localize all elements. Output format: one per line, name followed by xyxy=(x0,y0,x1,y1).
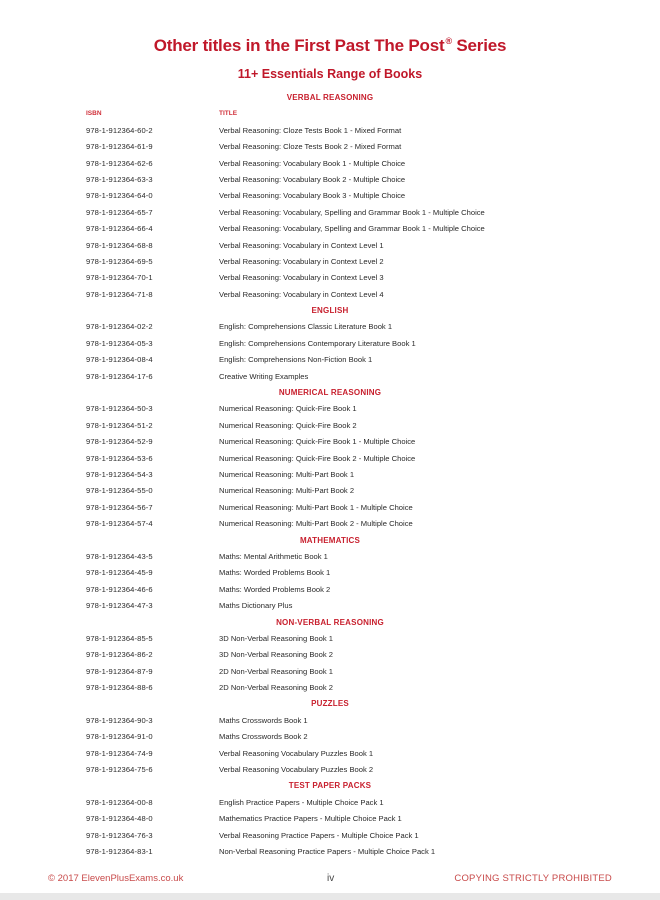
book-row xyxy=(0,205,660,221)
book-isbn: 978-1-912364-55-0 xyxy=(86,486,153,496)
book-title: Verbal Reasoning: Vocabulary in Context Level 3 xyxy=(219,273,384,283)
bottom-edge xyxy=(0,893,660,900)
book-isbn: 978-1-912364-08-4 xyxy=(86,355,153,365)
book-isbn: 978-1-912364-45-9 xyxy=(86,568,153,578)
book-row xyxy=(0,139,660,155)
book-title: English Practice Papers - Multiple Choice Pack 1 xyxy=(219,797,384,807)
page-title xyxy=(0,36,660,56)
book-row xyxy=(0,565,660,581)
book-row xyxy=(0,828,660,844)
book-row xyxy=(0,664,660,680)
book-title: Verbal Reasoning: Cloze Tests Book 1 - Mixed Format xyxy=(219,125,402,135)
book-row xyxy=(0,418,660,434)
book-row xyxy=(0,270,660,286)
title-suffix: Series xyxy=(451,36,507,55)
book-title: Verbal Reasoning: Vocabulary in Context Level 2 xyxy=(219,256,384,266)
section-heading: NON-VERBAL REASONING xyxy=(276,617,384,627)
page-footer xyxy=(0,873,660,893)
book-row xyxy=(0,336,660,352)
book-title: Maths Crosswords Book 2 xyxy=(219,732,308,742)
page-subtitle: 11+ Essentials Range of Books xyxy=(237,67,423,81)
book-row xyxy=(0,352,660,368)
book-row xyxy=(0,500,660,516)
title-column-header: TITLE xyxy=(219,110,238,118)
book-isbn: 978-1-912364-90-3 xyxy=(86,715,153,725)
book-isbn: 978-1-912364-88-6 xyxy=(86,683,153,693)
book-isbn: 978-1-912364-66-4 xyxy=(86,224,153,234)
book-title: Verbal Reasoning: Vocabulary in Context Level 1 xyxy=(219,240,384,250)
book-isbn: 978-1-912364-69-5 xyxy=(86,256,153,266)
book-title: Verbal Reasoning: Cloze Tests Book 2 - Mixed Format xyxy=(219,142,402,152)
book-isbn: 978-1-912364-71-8 xyxy=(86,289,153,299)
book-title: Mathematics Practice Papers - Multiple Choice Pack 1 xyxy=(219,814,402,824)
book-title: Numerical Reasoning: Multi-Part Book 2 - Multiple Choice xyxy=(219,519,413,529)
book-isbn: 978-1-912364-61-9 xyxy=(86,142,153,152)
book-isbn: 978-1-912364-05-3 xyxy=(86,338,153,348)
book-isbn: 978-1-912364-56-7 xyxy=(86,502,153,512)
book-row xyxy=(0,188,660,204)
book-isbn: 978-1-912364-54-3 xyxy=(86,469,153,479)
book-title: English: Comprehensions Non-Fiction Book 1 xyxy=(219,355,373,365)
book-title: Maths: Mental Arithmetic Book 1 xyxy=(219,551,328,561)
book-isbn: 978-1-912364-87-9 xyxy=(86,666,153,676)
book-row xyxy=(0,647,660,663)
book-isbn: 978-1-912364-52-9 xyxy=(86,437,153,447)
book-row xyxy=(0,762,660,778)
book-row xyxy=(0,156,660,172)
book-title: Verbal Reasoning Vocabulary Puzzles Book 2 xyxy=(219,765,374,775)
book-isbn: 978-1-912364-86-2 xyxy=(86,650,153,660)
book-row xyxy=(0,582,660,598)
book-title: 2D Non-Verbal Reasoning Book 1 xyxy=(219,666,333,676)
book-title: Verbal Reasoning Vocabulary Puzzles Book 1 xyxy=(219,748,374,758)
book-title: 3D Non-Verbal Reasoning Book 1 xyxy=(219,633,333,643)
book-title: Numerical Reasoning: Quick-Fire Book 1 xyxy=(219,404,357,414)
book-isbn: 978-1-912364-47-3 xyxy=(86,601,153,611)
book-isbn: 978-1-912364-63-3 xyxy=(86,174,153,184)
book-row xyxy=(0,598,660,614)
book-isbn: 978-1-912364-53-6 xyxy=(86,453,153,463)
section-heading: NUMERICAL REASONING xyxy=(278,388,382,398)
book-isbn: 978-1-912364-17-6 xyxy=(86,371,153,381)
book-title: Numerical Reasoning: Quick-Fire Book 1 - Multiple Choice xyxy=(219,437,416,447)
book-row xyxy=(0,319,660,335)
book-list xyxy=(0,90,660,860)
book-isbn: 978-1-912364-51-2 xyxy=(86,420,153,430)
column-headers xyxy=(0,106,660,122)
book-isbn: 978-1-912364-00-8 xyxy=(86,797,153,807)
book-title: Numerical Reasoning: Multi-Part Book 1 xyxy=(219,469,355,479)
book-isbn: 978-1-912364-48-0 xyxy=(86,814,153,824)
book-isbn: 978-1-912364-75-6 xyxy=(86,765,153,775)
section-heading: ENGLISH xyxy=(311,306,349,316)
book-title: Verbal Reasoning: Vocabulary Book 2 - Multiple Choice xyxy=(219,174,406,184)
book-isbn: 978-1-912364-60-2 xyxy=(86,125,153,135)
book-title: Verbal Reasoning: Vocabulary Book 1 - Multiple Choice xyxy=(219,158,406,168)
book-isbn: 978-1-912364-91-0 xyxy=(86,732,153,742)
section-heading: MATHEMATICS xyxy=(299,535,361,545)
book-title: Maths: Worded Problems Book 2 xyxy=(219,584,331,594)
book-row xyxy=(0,287,660,303)
book-row xyxy=(0,238,660,254)
book-isbn: 978-1-912364-83-1 xyxy=(86,846,153,856)
book-title: Verbal Reasoning: Vocabulary in Context Level 4 xyxy=(219,289,384,299)
book-title: Numerical Reasoning: Multi-Part Book 1 - Multiple Choice xyxy=(219,502,413,512)
book-isbn: 978-1-912364-70-1 xyxy=(86,273,153,283)
book-title: Maths Crosswords Book 1 xyxy=(219,715,308,725)
book-row xyxy=(0,221,660,237)
book-isbn: 978-1-912364-46-6 xyxy=(86,584,153,594)
book-title: 3D Non-Verbal Reasoning Book 2 xyxy=(219,650,333,660)
book-row xyxy=(0,680,660,696)
isbn-column-header: ISBN xyxy=(86,110,102,118)
registered-mark: ® xyxy=(445,36,452,46)
book-row xyxy=(0,844,660,860)
book-title: Numerical Reasoning: Quick-Fire Book 2 xyxy=(219,420,357,430)
page-number: iv xyxy=(327,873,335,884)
book-title: Non-Verbal Reasoning Practice Papers - Multiple Choice Pack 1 xyxy=(219,846,436,856)
section-heading: VERBAL REASONING xyxy=(286,93,374,102)
book-isbn: 978-1-912364-50-3 xyxy=(86,404,153,414)
book-row xyxy=(0,811,660,827)
title-text: Other titles in the First Past The Post xyxy=(153,36,445,55)
book-title: English: Comprehensions Contemporary Literature Book 1 xyxy=(219,338,416,348)
book-isbn: 978-1-912364-68-8 xyxy=(86,240,153,250)
book-isbn: 978-1-912364-76-3 xyxy=(86,830,153,840)
book-row xyxy=(0,434,660,450)
book-title: Verbal Reasoning: Vocabulary Book 3 - Multiple Choice xyxy=(219,191,406,201)
book-isbn: 978-1-912364-65-7 xyxy=(86,207,153,217)
section-heading: PUZZLES xyxy=(311,699,349,709)
book-row xyxy=(0,172,660,188)
book-isbn: 978-1-912364-85-5 xyxy=(86,633,153,643)
book-row xyxy=(0,369,660,385)
book-row xyxy=(0,549,660,565)
book-isbn: 978-1-912364-62-6 xyxy=(86,158,153,168)
book-isbn: 978-1-912364-74-9 xyxy=(86,748,153,758)
book-isbn: 978-1-912364-02-2 xyxy=(86,322,153,332)
book-title: Numerical Reasoning: Quick-Fire Book 2 - Multiple Choice xyxy=(219,453,416,463)
book-title: Verbal Reasoning: Vocabulary, Spelling and Grammar Book 1 - Multiple Choice xyxy=(219,224,485,234)
book-row xyxy=(0,746,660,762)
book-row xyxy=(0,401,660,417)
book-row xyxy=(0,451,660,467)
book-title: Numerical Reasoning: Multi-Part Book 2 xyxy=(219,486,355,496)
book-row xyxy=(0,483,660,499)
book-row xyxy=(0,795,660,811)
book-title: Verbal Reasoning Practice Papers - Multiple Choice Pack 1 xyxy=(219,830,419,840)
book-isbn: 978-1-912364-43-5 xyxy=(86,551,153,561)
copyright-text: © 2017 ElevenPlusExams.co.uk xyxy=(48,873,184,884)
section-heading: TEST PAPER PACKS xyxy=(288,781,372,791)
book-row xyxy=(0,467,660,483)
book-title: Maths: Worded Problems Book 1 xyxy=(219,568,331,578)
book-row xyxy=(0,631,660,647)
book-title: English: Comprehensions Classic Literature Book 1 xyxy=(219,322,393,332)
book-title: Verbal Reasoning: Vocabulary, Spelling and Grammar Book 1 - Multiple Choice xyxy=(219,207,485,217)
book-title: Creative Writing Examples xyxy=(219,371,309,381)
book-title: 2D Non-Verbal Reasoning Book 2 xyxy=(219,683,333,693)
copying-notice: COPYING STRICTLY PROHIBITED xyxy=(454,873,612,884)
book-row xyxy=(0,713,660,729)
book-isbn: 978-1-912364-64-0 xyxy=(86,191,153,201)
book-row xyxy=(0,516,660,532)
book-row xyxy=(0,729,660,745)
book-title: Maths Dictionary Plus xyxy=(219,601,293,611)
book-row xyxy=(0,254,660,270)
book-row xyxy=(0,123,660,139)
book-isbn: 978-1-912364-57-4 xyxy=(86,519,153,529)
